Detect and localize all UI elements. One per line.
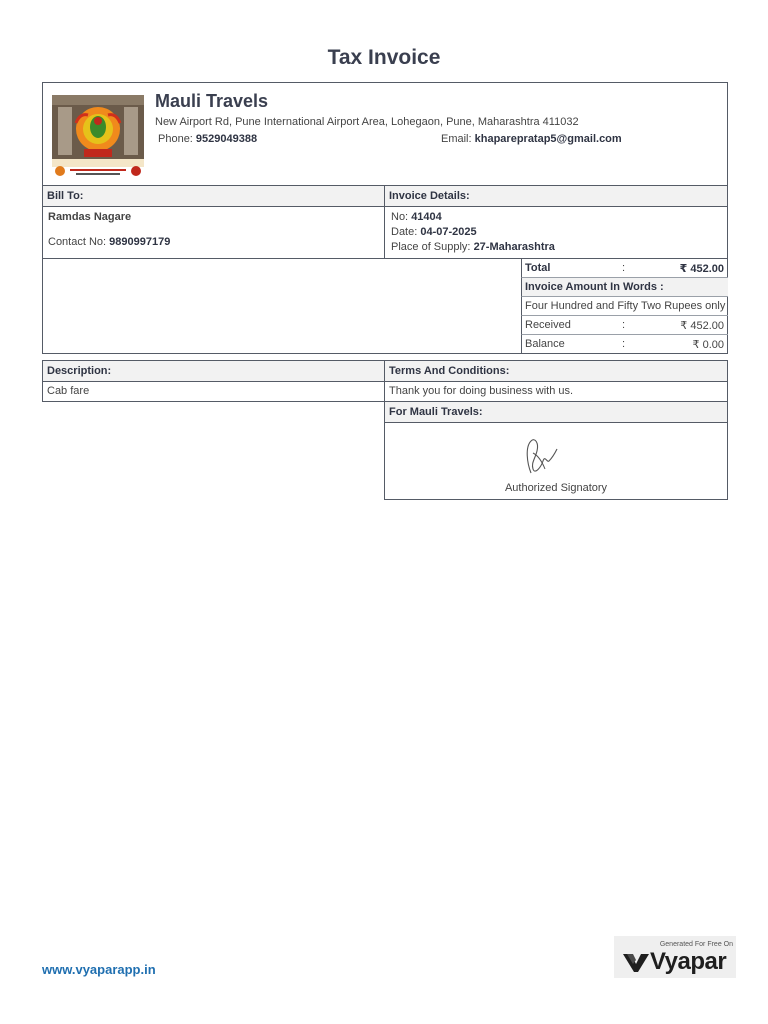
total-label: Total — [525, 262, 551, 274]
phone-label: Phone: — [158, 133, 196, 145]
balance-colon: : — [622, 338, 626, 350]
total-colon: : — [622, 262, 626, 274]
invoice-date — [391, 226, 477, 238]
received-colon: : — [622, 319, 626, 331]
phone-value: 9529049388 — [195, 133, 258, 145]
total-value: ₹ 452.00 — [679, 263, 724, 275]
terms-heading: Terms And Conditions: — [385, 361, 727, 382]
bill-section — [42, 186, 728, 259]
description-heading: Description: — [43, 361, 384, 382]
badge-caption: Generated For Free On — [659, 941, 733, 948]
received-row — [521, 316, 728, 335]
email-value: khaparepratap5@gmail.com — [474, 133, 622, 145]
vyapar-logo-icon — [622, 950, 650, 974]
signature-mark — [521, 433, 561, 479]
terms-section — [384, 360, 728, 500]
company-name: Mauli Travels — [155, 91, 269, 111]
for-company-heading: For Mauli Travels: — [385, 402, 727, 423]
balance-value: ₹ 0.00 — [692, 339, 724, 351]
description-section — [42, 360, 385, 402]
invoice-date-value: 04-07-2025 — [420, 226, 477, 238]
invoice-title: Tax Invoice — [327, 46, 441, 69]
invoice-details-heading: Invoice Details: — [385, 186, 727, 207]
balance-label: Balance — [525, 338, 565, 350]
totals-section — [42, 259, 728, 354]
company-logo — [50, 93, 146, 180]
total-row — [521, 259, 728, 278]
invoice-number-value: 41404 — [411, 211, 442, 223]
amount-words-heading-row — [521, 278, 728, 297]
bill-to-heading: Bill To: — [43, 186, 385, 207]
customer-name: Ramdas Nagare — [48, 211, 132, 223]
place-value: 27-Maharashtra — [473, 241, 555, 253]
place-of-supply — [391, 241, 555, 253]
customer-contact — [48, 236, 170, 248]
place-label: Place of Supply: — [391, 241, 474, 253]
vyapar-website-link[interactable]: www.vyaparapp.in — [42, 962, 156, 977]
amount-words-row — [521, 297, 728, 316]
invoice-number — [391, 211, 442, 223]
contact-value: 9890997179 — [109, 236, 171, 248]
company-address: New Airport Rd, Pune International Airport Area, Lohegaon, Pune, Maharashtra 411032 — [155, 116, 579, 128]
description-text: Cab fare — [47, 385, 90, 397]
received-value: ₹ 452.00 — [680, 320, 724, 332]
amount-words: Four Hundred and Fifty Two Rupees only — [525, 300, 726, 312]
terms-text: Thank you for doing business with us. — [385, 382, 727, 402]
company-email — [441, 133, 622, 145]
email-label: Email: — [441, 133, 475, 145]
amount-words-heading: Invoice Amount In Words : — [525, 281, 664, 293]
invoice-date-label: Date: — [391, 226, 421, 238]
column-divider — [384, 186, 385, 258]
vyapar-badge[interactable] — [614, 936, 736, 978]
totals-table — [521, 259, 728, 354]
contact-label: Contact No: — [48, 236, 110, 248]
balance-row — [521, 335, 728, 354]
company-phone — [158, 133, 257, 145]
received-label: Received — [525, 319, 571, 331]
company-header — [42, 82, 728, 186]
badge-brand: Vyapar — [650, 948, 727, 975]
authorized-signatory: Authorized Signatory — [504, 482, 608, 494]
invoice-number-label: No: — [391, 211, 412, 223]
